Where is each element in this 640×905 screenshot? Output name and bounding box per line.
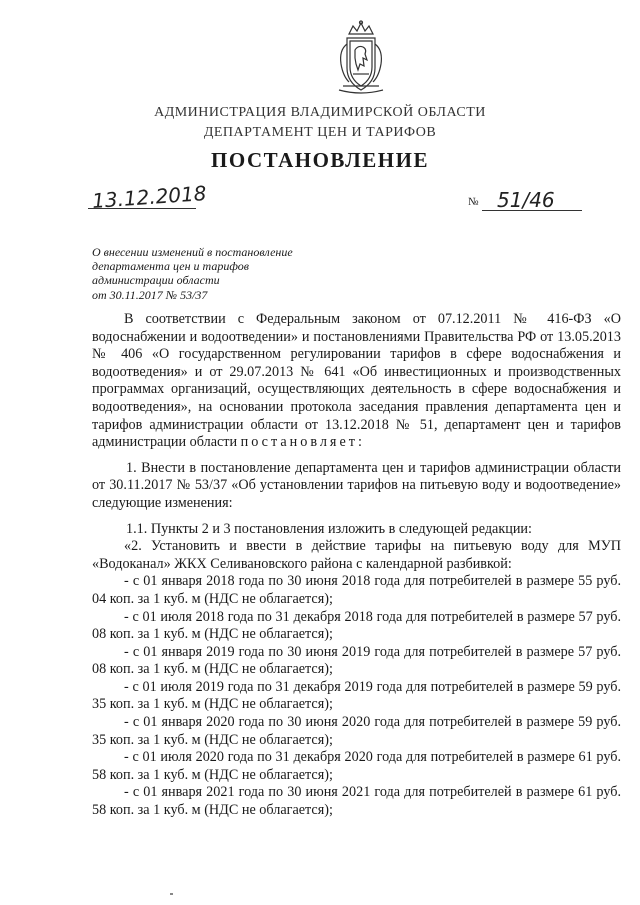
document-body bbox=[92, 311, 621, 820]
item-2-paragraph: «2. Установить и ввести в действие тарифы на питьевую воду для МУП «Водоканал» ЖКХ Селивановского района с календарной разбивкой: bbox=[92, 538, 621, 572]
preamble-paragraph: В соответствии с Федеральным законом от 07.12.2011 № 416-ФЗ «О водоснабжении и водоотведении» и постановлениями Правительства РФ от 13.05.2013 № 406 «О государственном регулировании тарифов в сфере водоснабжения и водоотведения» и от 29.07.2013 № 641 «Об инвестиционных и производственных программах организаций, осуществляющих деятельность в сфере водоснабжения и водоотведения», на основании протокола заседания правления департамента цен и тарифов администрации области от 13.12.2018 № 51, департамент цен и тарифов администрации области постановляет: bbox=[92, 311, 621, 451]
item-1-paragraph: 1. Внести в постановление департамента цен и тарифов администрации области от 30.11.2017 № 53/37 «Об установлении тарифов на питьевую воду и водоотведение» следующие изменения: bbox=[92, 459, 621, 511]
tariff-item: - с 01 июля 2020 года по 31 декабря 2020 года для потребителей в размере 61 руб. 58 коп. за 1 куб. м (НДС не облагается); bbox=[92, 749, 621, 783]
organization-name: АДМИНИСТРАЦИЯ ВЛАДИМИРСКОЙ ОБЛАСТИ bbox=[154, 105, 486, 120]
tariff-item: - с 01 июля 2018 года по 31 декабря 2018 года для потребителей в размере 57 руб. 08 коп. за 1 куб. м (НДС не облагается); bbox=[92, 608, 621, 643]
date-underline bbox=[88, 208, 196, 209]
tariff-item: - с 01 января 2018 года по 30 июня 2018 года для потребителей в размере 55 руб. 04 коп. за 1 куб. м (НДС не облагается); bbox=[92, 573, 621, 607]
coat-of-arms-icon bbox=[333, 20, 389, 96]
tariff-item: - с 01 января 2020 года по 30 июня 2020 года для потребителей в размере 59 руб. 35 коп. за 1 куб. м (НДС не облагается); bbox=[92, 714, 621, 748]
document-number: 51/46 bbox=[497, 188, 555, 212]
subject-line: от 30.11.2017 № 53/37 bbox=[92, 287, 208, 302]
document-subject bbox=[92, 245, 352, 302]
subject-line: департамента цен и тарифов bbox=[92, 259, 249, 274]
scan-speck bbox=[170, 893, 173, 895]
subject-line: администрации области bbox=[92, 273, 220, 288]
subject-line: О внесении изменений в постановление bbox=[92, 245, 293, 259]
number-sign: № bbox=[468, 196, 479, 208]
tariff-item: - с 01 января 2021 года по 30 июня 2021 года для потребителей в размере 61 руб. 58 коп. за 1 куб. м (НДС не облагается); bbox=[92, 784, 621, 819]
tariff-item: - с 01 января 2019 года по 30 июня 2019 года для потребителей в размере 57 руб. 08 коп. за 1 куб. м (НДС не облагается); bbox=[92, 643, 621, 678]
document-type-title: ПОСТАНОВЛЕНИЕ bbox=[211, 148, 429, 172]
decree-word: постановляет: bbox=[240, 434, 365, 451]
item-1-1-paragraph: 1.1. Пункты 2 и 3 постановления изложить в следующей редакции: bbox=[126, 520, 532, 537]
number-underline bbox=[482, 210, 582, 211]
department-name: ДЕПАРТАМЕНТ ЦЕН И ТАРИФОВ bbox=[203, 125, 437, 140]
tariff-item: - с 01 июля 2019 года по 31 декабря 2019 года для потребителей в размере 59 руб. 35 коп. за 1 куб. м (НДС не облагается); bbox=[92, 678, 621, 713]
document-date: 13.12.2018 bbox=[91, 181, 208, 213]
